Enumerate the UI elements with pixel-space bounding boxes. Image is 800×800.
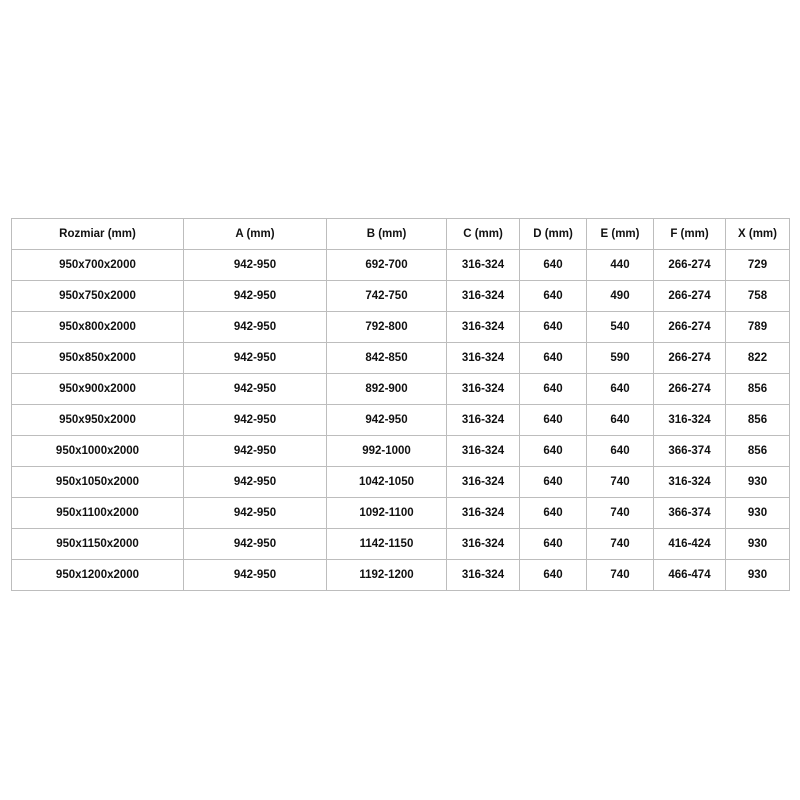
cell-x: 729: [726, 250, 790, 281]
table-row: [12, 281, 790, 312]
cell-d: 640: [520, 374, 587, 405]
table-row: [12, 498, 790, 529]
cell-f: 266-274: [654, 281, 726, 312]
cell-a: 942-950: [184, 343, 327, 374]
cell-x: 930: [726, 560, 790, 591]
cell-x: 930: [726, 498, 790, 529]
cell-b: 792-800: [327, 312, 447, 343]
specification-table: [11, 218, 790, 591]
cell-rozmiar: 950x1200x2000: [12, 560, 184, 591]
cell-a: 942-950: [184, 560, 327, 591]
cell-a: 942-950: [184, 436, 327, 467]
table-header: [12, 219, 790, 250]
column-header-rozmiar: Rozmiar (mm): [12, 219, 184, 250]
cell-d: 640: [520, 312, 587, 343]
cell-x: 930: [726, 467, 790, 498]
table-row: [12, 405, 790, 436]
cell-rozmiar: 950x800x2000: [12, 312, 184, 343]
specification-table-container: [11, 218, 789, 591]
cell-d: 640: [520, 560, 587, 591]
cell-c: 316-324: [447, 281, 520, 312]
column-header-x: X (mm): [726, 219, 790, 250]
cell-b: 842-850: [327, 343, 447, 374]
cell-a: 942-950: [184, 498, 327, 529]
table-row: [12, 343, 790, 374]
cell-e: 740: [587, 560, 654, 591]
cell-b: 692-700: [327, 250, 447, 281]
cell-e: 740: [587, 467, 654, 498]
cell-e: 640: [587, 405, 654, 436]
cell-e: 640: [587, 374, 654, 405]
cell-f: 316-324: [654, 467, 726, 498]
table-row: [12, 560, 790, 591]
cell-b: 892-900: [327, 374, 447, 405]
cell-b: 742-750: [327, 281, 447, 312]
cell-c: 316-324: [447, 343, 520, 374]
cell-e: 740: [587, 529, 654, 560]
cell-a: 942-950: [184, 374, 327, 405]
cell-rozmiar: 950x950x2000: [12, 405, 184, 436]
cell-x: 822: [726, 343, 790, 374]
cell-e: 440: [587, 250, 654, 281]
cell-c: 316-324: [447, 374, 520, 405]
cell-f: 266-274: [654, 374, 726, 405]
cell-x: 930: [726, 529, 790, 560]
cell-f: 466-474: [654, 560, 726, 591]
column-header-d: D (mm): [520, 219, 587, 250]
table-row: [12, 467, 790, 498]
cell-b: 1142-1150: [327, 529, 447, 560]
cell-c: 316-324: [447, 250, 520, 281]
cell-x: 856: [726, 436, 790, 467]
cell-b: 992-1000: [327, 436, 447, 467]
cell-f: 266-274: [654, 312, 726, 343]
cell-x: 856: [726, 405, 790, 436]
column-header-e: E (mm): [587, 219, 654, 250]
column-header-a: A (mm): [184, 219, 327, 250]
table-row: [12, 250, 790, 281]
table-header-row: [12, 219, 790, 250]
table-row: [12, 529, 790, 560]
cell-a: 942-950: [184, 529, 327, 560]
table-row: [12, 312, 790, 343]
table-row: [12, 374, 790, 405]
cell-c: 316-324: [447, 436, 520, 467]
cell-a: 942-950: [184, 312, 327, 343]
cell-d: 640: [520, 281, 587, 312]
table-body: [12, 250, 790, 591]
cell-a: 942-950: [184, 467, 327, 498]
cell-f: 266-274: [654, 250, 726, 281]
cell-e: 590: [587, 343, 654, 374]
cell-e: 490: [587, 281, 654, 312]
cell-f: 366-374: [654, 498, 726, 529]
cell-a: 942-950: [184, 250, 327, 281]
table-row: [12, 436, 790, 467]
column-header-b: B (mm): [327, 219, 447, 250]
cell-b: 1192-1200: [327, 560, 447, 591]
cell-f: 316-324: [654, 405, 726, 436]
cell-rozmiar: 950x1100x2000: [12, 498, 184, 529]
cell-rozmiar: 950x850x2000: [12, 343, 184, 374]
cell-d: 640: [520, 498, 587, 529]
cell-d: 640: [520, 529, 587, 560]
cell-c: 316-324: [447, 312, 520, 343]
cell-rozmiar: 950x900x2000: [12, 374, 184, 405]
cell-f: 416-424: [654, 529, 726, 560]
cell-rozmiar: 950x750x2000: [12, 281, 184, 312]
column-header-c: C (mm): [447, 219, 520, 250]
cell-rozmiar: 950x1150x2000: [12, 529, 184, 560]
cell-f: 366-374: [654, 436, 726, 467]
cell-c: 316-324: [447, 405, 520, 436]
column-header-f: F (mm): [654, 219, 726, 250]
cell-d: 640: [520, 405, 587, 436]
cell-rozmiar: 950x1050x2000: [12, 467, 184, 498]
cell-d: 640: [520, 467, 587, 498]
cell-b: 942-950: [327, 405, 447, 436]
cell-f: 266-274: [654, 343, 726, 374]
cell-c: 316-324: [447, 498, 520, 529]
cell-rozmiar: 950x1000x2000: [12, 436, 184, 467]
cell-e: 540: [587, 312, 654, 343]
cell-a: 942-950: [184, 281, 327, 312]
cell-c: 316-324: [447, 467, 520, 498]
cell-e: 740: [587, 498, 654, 529]
cell-x: 856: [726, 374, 790, 405]
cell-a: 942-950: [184, 405, 327, 436]
cell-rozmiar: 950x700x2000: [12, 250, 184, 281]
cell-e: 640: [587, 436, 654, 467]
cell-d: 640: [520, 250, 587, 281]
cell-x: 789: [726, 312, 790, 343]
cell-c: 316-324: [447, 529, 520, 560]
cell-b: 1092-1100: [327, 498, 447, 529]
cell-d: 640: [520, 343, 587, 374]
cell-b: 1042-1050: [327, 467, 447, 498]
cell-x: 758: [726, 281, 790, 312]
cell-c: 316-324: [447, 560, 520, 591]
cell-d: 640: [520, 436, 587, 467]
